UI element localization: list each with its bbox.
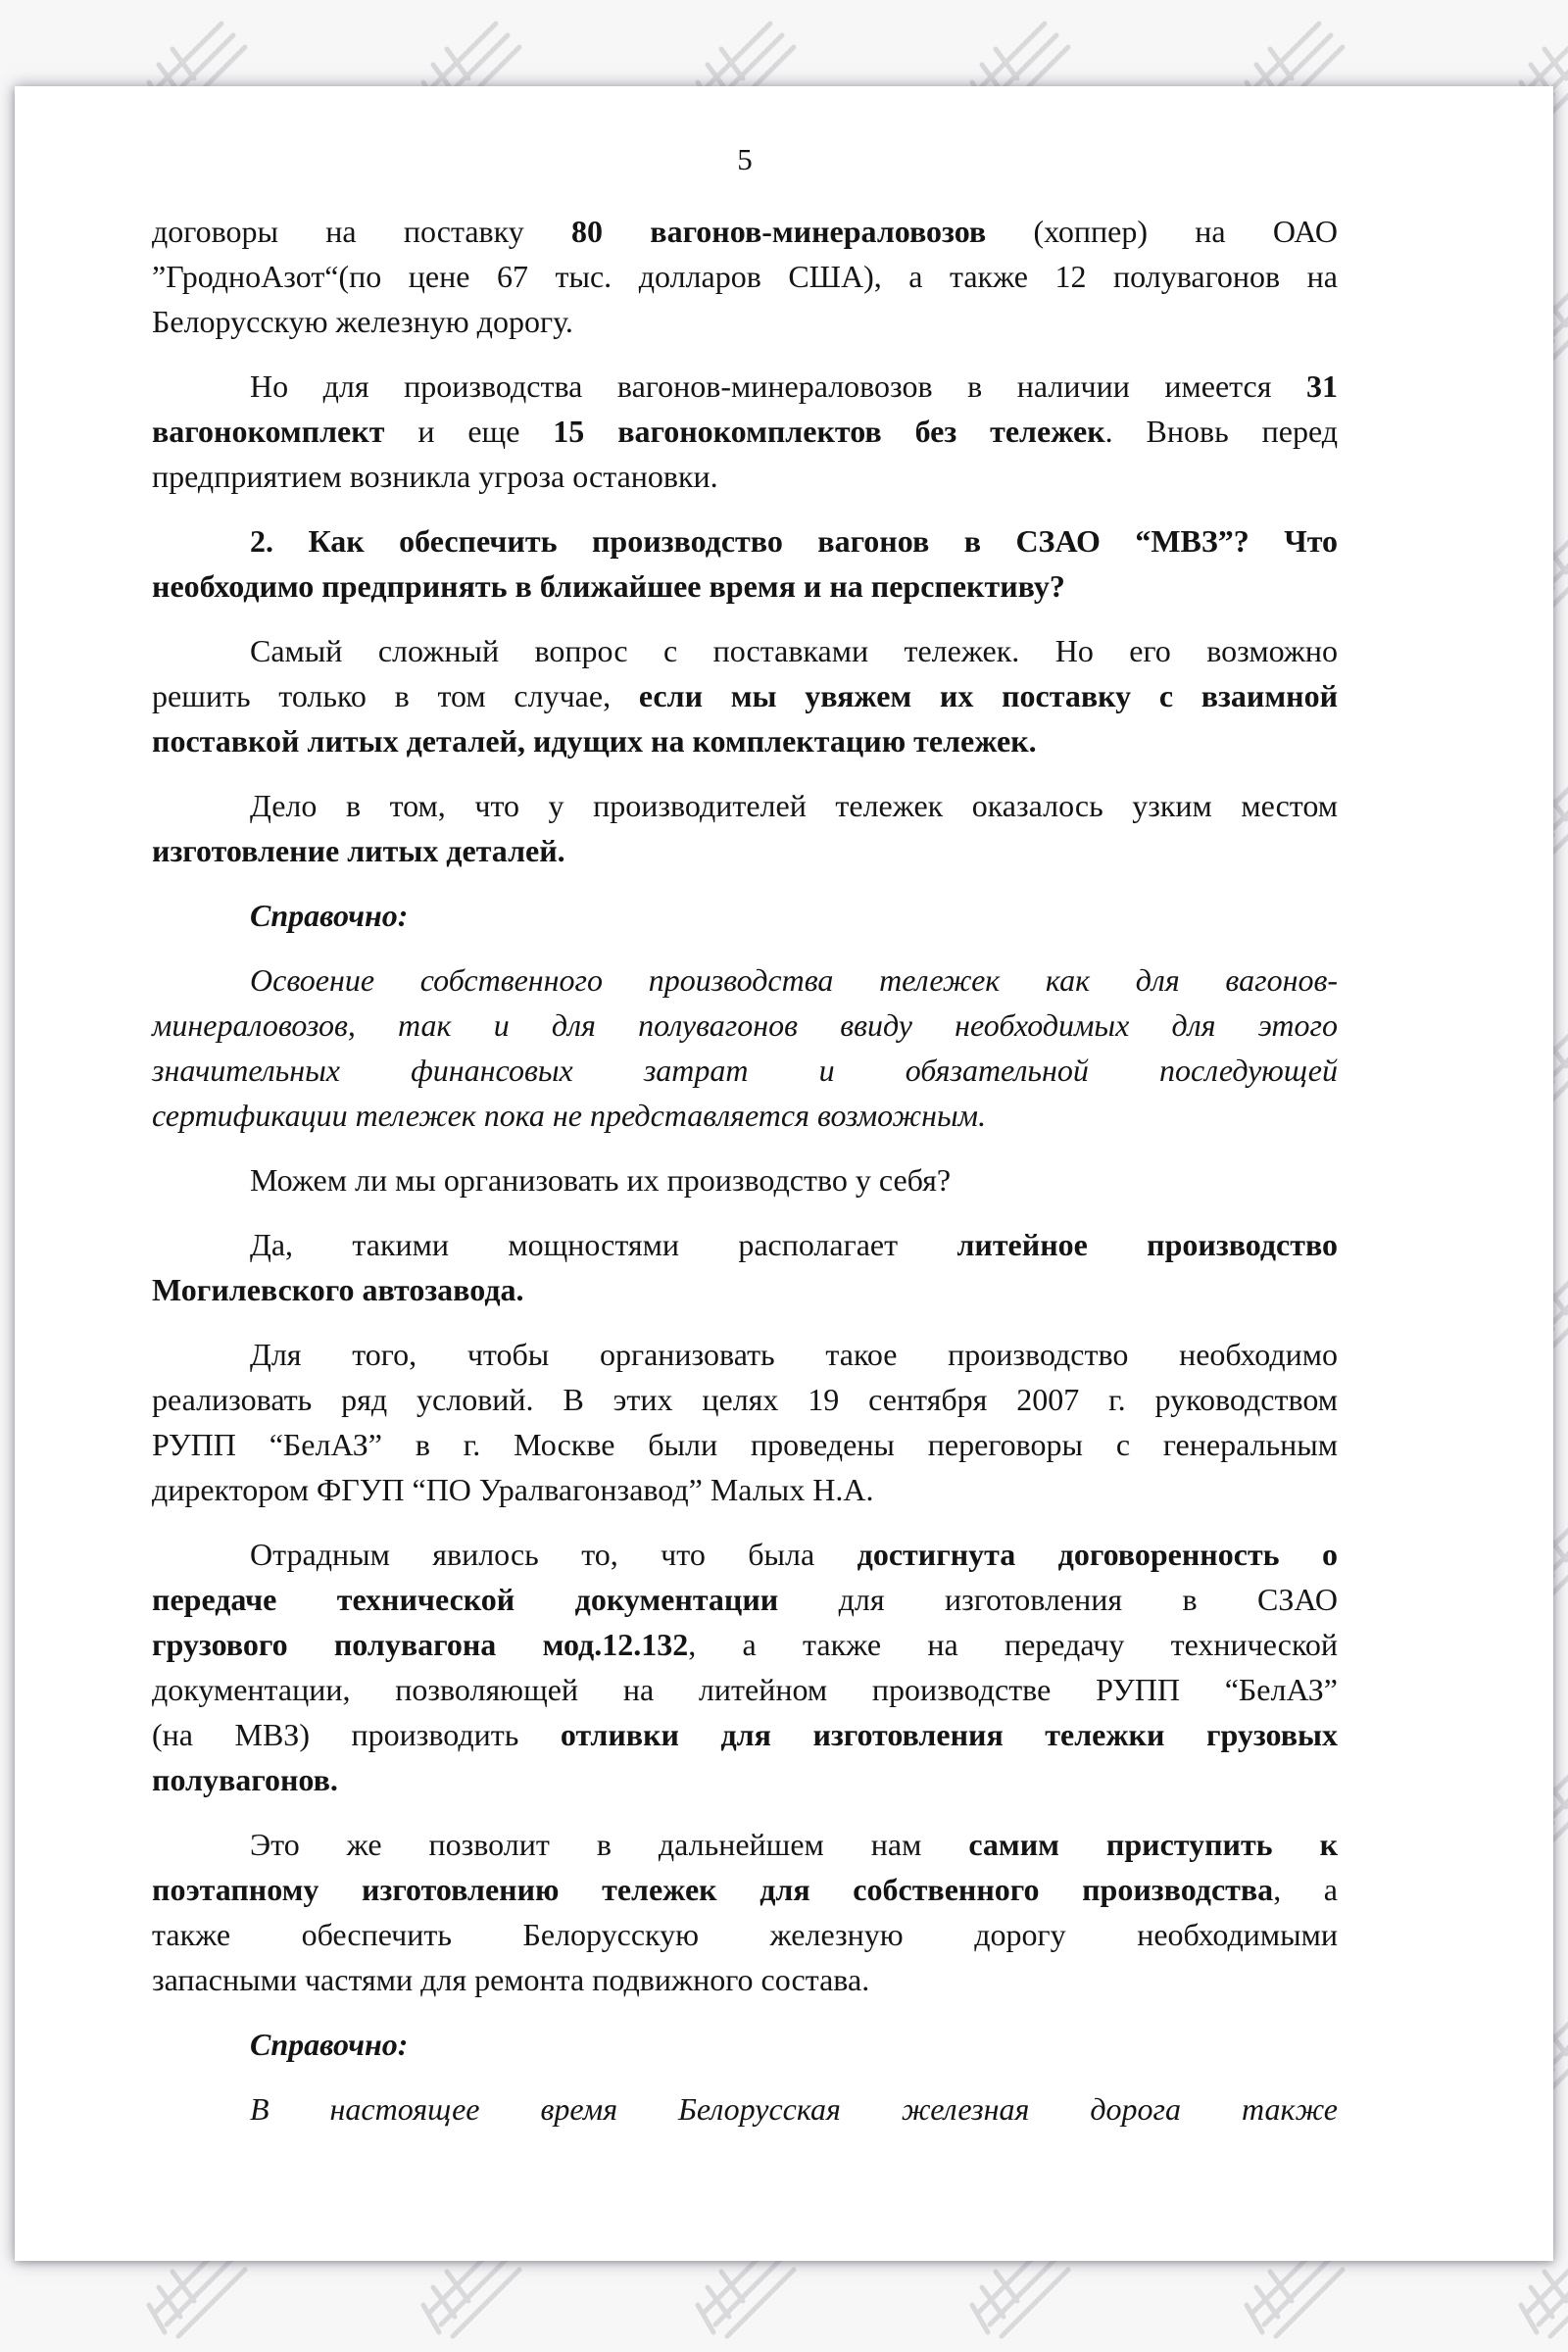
paragraph (152, 2086, 1338, 2132)
text-run: необходимо предпринять в ближайшее время и на перспективу? (152, 568, 1065, 604)
paragraph (152, 2022, 1338, 2067)
text-run: . Вновь перед (1104, 414, 1338, 449)
paragraph (152, 783, 1338, 873)
text-line (152, 718, 1338, 763)
text-run: достигнута договоренность о (857, 1537, 1339, 1572)
text-run: литейное производство (956, 1227, 1338, 1262)
text-line (152, 1532, 1338, 1577)
text-run: Белорусскую железную дорогу. (152, 304, 573, 339)
document-page (15, 86, 1553, 2261)
text-run: Да, такими мощностями располагает (250, 1227, 957, 1262)
text-run: (на МВЗ) производить (152, 1717, 561, 1752)
text-run: директором ФГУП “ПО Уралвагонзавод” Малых Н.А. (152, 1472, 874, 1507)
text-line (152, 564, 1338, 609)
text-line (152, 1667, 1338, 1712)
text-line (152, 1867, 1338, 1912)
paragraph (152, 893, 1338, 938)
paragraph (152, 364, 1338, 499)
text-run: запасными частями для ремонта подвижного состава. (152, 1962, 870, 1997)
text-run: документации, позволяющей на литейном производстве РУПП “БелАЗ” (152, 1672, 1338, 1707)
text-line (152, 1332, 1338, 1377)
text-run: 80 вагонов-минераловозов (571, 214, 987, 249)
text-run: , а также на передачу технической (688, 1627, 1339, 1662)
text-line (152, 783, 1338, 828)
text-run: передаче технической документации (152, 1582, 779, 1617)
text-line (152, 2086, 1338, 2132)
text-run: самим приступить к (968, 1827, 1339, 1862)
text-line (152, 1577, 1338, 1622)
text-run: минераловозов, так и для полувагонов ввиду необходимых для этого (152, 1007, 1338, 1043)
text-run: значительных финансовых затрат и обязательной последующей (152, 1053, 1338, 1088)
text-run: Можем ли мы организовать их производство у себя? (250, 1162, 952, 1198)
text-line (152, 1222, 1338, 1267)
text-line (152, 1003, 1338, 1048)
text-run: и еще (384, 414, 554, 449)
text-run: договоры на поставку (152, 214, 572, 249)
text-run: поставкой литых деталей, идущих на комплектацию тележек. (152, 723, 1037, 759)
text-run: Самый сложный вопрос с поставками тележек. Но его возможно (250, 633, 1338, 668)
text-run: Справочно: (250, 898, 409, 933)
text-line (152, 1622, 1338, 1667)
text-line (152, 1822, 1338, 1867)
text-line (152, 1912, 1338, 1957)
text-run: 2. Как обеспечить производство вагонов в СЗАО “МВЗ”? Что (250, 523, 1338, 559)
text-run: решить только в том случае, (152, 678, 639, 713)
paragraph (152, 209, 1338, 344)
text-line (152, 2022, 1338, 2067)
text-line (152, 518, 1338, 564)
text-line (152, 1048, 1338, 1093)
text-run: отливки для изготовления тележки грузовых (560, 1717, 1339, 1752)
paragraph (152, 1222, 1338, 1312)
text-line (152, 364, 1338, 409)
text-run: Справочно: (250, 2027, 409, 2062)
text-line (152, 828, 1338, 873)
text-run: вагонокомплект (152, 414, 385, 449)
text-run: ”ГродноАзот“(по цене 67 тыс. долларов США), а также 12 полувагонов на (152, 259, 1338, 294)
paragraph (152, 1822, 1338, 2002)
text-run: также обеспечить Белорусскую железную дорогу необходимыми (152, 1917, 1338, 1952)
text-run: Могилевского автозавода. (152, 1272, 524, 1307)
text-run: полувагонов. (152, 1762, 338, 1797)
page-number: 5 (737, 142, 753, 176)
text-line (152, 1157, 1338, 1202)
text-run: изготовление литых деталей. (152, 833, 565, 868)
text-run: Отрадным явилось то, что была (250, 1537, 858, 1572)
paragraph (152, 1532, 1338, 1802)
text-line (152, 254, 1338, 299)
text-line (152, 893, 1338, 938)
text-run: предприятием возникла угроза остановки. (152, 459, 718, 494)
text-line (152, 1267, 1338, 1312)
text-run: Но для производства вагонов-минераловозов в наличии имеется (250, 368, 1306, 404)
text-line (152, 1093, 1338, 1138)
text-run: Это же позволит в дальнейшем нам (250, 1827, 969, 1862)
text-line (152, 628, 1338, 673)
text-line (152, 957, 1338, 1003)
text-line (152, 1422, 1338, 1467)
paragraph (152, 1157, 1338, 1202)
text-run: Для того, чтобы организовать такое производство необходимо (250, 1337, 1338, 1372)
text-line (152, 673, 1338, 718)
text-run: сертификации тележек пока не представляется возможным. (152, 1098, 987, 1133)
paragraph (152, 1332, 1338, 1512)
paragraph (152, 957, 1338, 1138)
paragraph (152, 518, 1338, 609)
text-line (152, 209, 1338, 254)
text-run: В настоящее время Белорусская железная дорога также (250, 2091, 1338, 2127)
text-run: РУПП “БелАЗ” в г. Москве были проведены переговоры с генеральным (152, 1427, 1338, 1462)
document-content (15, 86, 1553, 2132)
text-line (152, 1957, 1338, 2002)
paragraph (152, 628, 1338, 763)
text-run: (хоппер) на ОАО (986, 214, 1339, 249)
text-run: грузового полувагона мод.12.132 (152, 1627, 689, 1662)
text-line (152, 299, 1338, 344)
text-line (152, 1712, 1338, 1757)
text-run: реализовать ряд условий. В этих целях 19 сентября 2007 г. руководством (152, 1382, 1338, 1417)
text-line (152, 409, 1338, 454)
text-line (152, 1467, 1338, 1512)
text-line (152, 1757, 1338, 1802)
text-run: поэтапному изготовлению тележек для собственного производства (152, 1872, 1274, 1907)
text-run: если мы увяжем их поставку с взаимной (638, 678, 1339, 713)
text-run: Освоение собственного производства тележек как для вагонов- (250, 962, 1338, 998)
text-run: Дело в том, что у производителей тележек оказалось узким местом (250, 788, 1338, 823)
text-line (152, 1377, 1338, 1422)
text-line (152, 454, 1338, 499)
document-body (152, 209, 1338, 2132)
text-run: 31 (1306, 368, 1338, 404)
text-run: для изготовления в СЗАО (778, 1582, 1339, 1617)
text-run: , а (1273, 1872, 1339, 1907)
text-run: 15 вагонокомплектов без тележек (553, 414, 1105, 449)
